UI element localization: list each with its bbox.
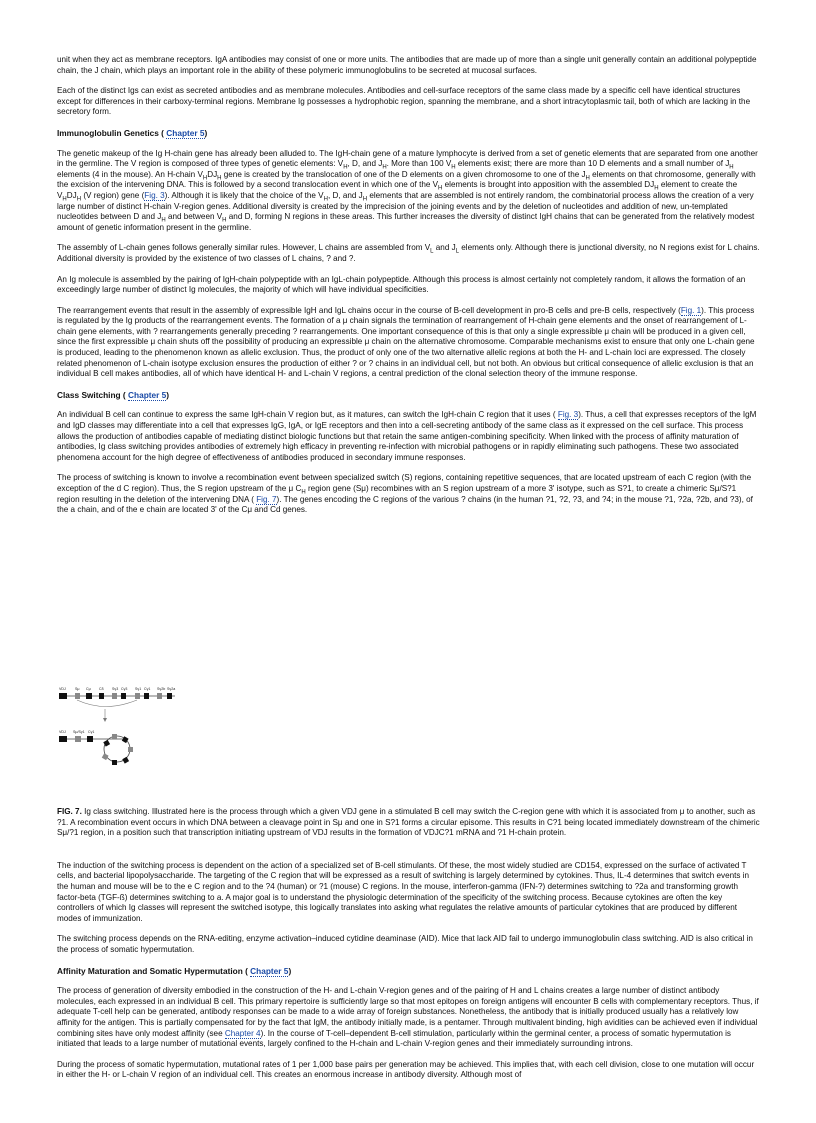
fig-lower-s-mu-s-gamma1-block (75, 736, 81, 742)
fig-recombination-arc (77, 700, 137, 707)
paragraph-hypermutation-rates: During the process of somatic hypermutation, mutational rates of 1 per 1,000 base pairs per generation may be achieved. This implies that, with each cell division, close to one mutation will occur in either the H- or L-chain V region of an individual cell. This creates an enormous increase in antibody diversity. Although most of (57, 1059, 755, 1080)
paragraph-ig-h-chain-genetics: The genetic makeup of the Ig H-chain gene has already been alluded to. The IgH-chain gene of a mature lymphocyte is derived from a set of genetic elements that are separated from one another in the germline. The V region is composed of three types of genetic elements: $V_H$, D, and $J_H$. More than 100 $V_H$ elements exist; there are more than 10 D elements and a small number of $J_H$ elements (4 in the mouse). An H-chain $V_HDJ_H$ gene is created by the translocation of one of the D elements on a given chromosome to one of the $J_H$ elements on that chromosome, generally with the excision of the intervening DNA. This is followed by a second translocation event in which one of the $V_H$ elements is brought into apposition with the assembled $DJ_H$ element to create the $V_HDJ_H$ (V region) gene (Fig. 3). Although it is likely that the choice of the $V_H$, D, and $J_H$ elements that are assembled is not entirely random, the combinatorial process allows the creation of a very large number of distinct H-chain V-region genes. Additional diversity is created by the imprecision of the joining events and by the deletion of nucleotides and addition of new, un-templated nucleotides between D and $J_H$ and between $V_H$ and D, forming N regions in these areas. This further increases the diversity of distinct IgH chains that can be generated from the relatively modest amount of genetic information present in the germline. (57, 148, 758, 232)
fig-label-c-gamma3: Cγ3 (121, 687, 128, 691)
fig-label-s-gamma1: Sγ1 (135, 687, 142, 691)
fig-label-c-delta: Cδ (99, 687, 104, 691)
fig-label-s-gamma3: Sγ3 (112, 687, 119, 691)
fig-c-mu-block (86, 693, 92, 699)
text-block-lower (57, 807, 760, 1081)
paragraph-switch-recombination: The process of switching is known to involve a recombination event between specialized switch (S) regions, containing repetitive sequences, that are located upstream of each C region (with the exception of the d C region). Thus, the S region upstream of the μ $C_H$ region gene (Sμ) recombines with an S region upstream of a more 3' isotype, such as S?1, to create a chimeric Sμ/S?1 region resulting in the deletion of the intervening DNA ( Fig. 7). The genes encoding the C regions of the various ? chains (in the human ?1, ?2, ?3, and ?4; in the mouse ?1, ?2a, ?2b, and ?3), of the a chain, and of the e chain are located 3' of the Cμ and Cd genes. (57, 473, 753, 515)
figure-7-caption: FIG. 7. Ig class switching. Illustrated here is the process through which a given VDJ gene in a stimulated B cell may switch the C-region gene with which it is associated from μ to another, such as ?1. A recombination event occurs in which DNA between a cleavage point in Sμ and one in S?1 forms a circular episome. This results in C?1 being located immediately downstream of the chimeric Sμ/?1 region, in a position such that transcription initiating upstream of VDJ results in the formation of VDJC?1 mRNA and ?1 H-chain protein. (57, 807, 760, 838)
fig-c-gamma3-block (121, 693, 126, 699)
link-chapter-5-class-switching[interactable]: Chapter 5 (128, 389, 167, 400)
text-block-upper (57, 55, 760, 516)
fig-s-gamma2b-block (157, 693, 162, 699)
fig-label-vdj: VDJ (59, 687, 66, 691)
fig-label-s-mu: Sμ (75, 687, 80, 691)
fig-s-gamma1-block (135, 693, 140, 699)
fig-c-delta-block (99, 693, 104, 699)
fig-vdj-block (59, 693, 67, 699)
fig-label-s-gamma2b: Sγ2b (157, 687, 166, 691)
link-fig-3-class-switching[interactable]: Fig. 3 (557, 410, 579, 420)
fig-s-gamma2a-block (167, 693, 172, 699)
fig-c-gamma1-block (144, 693, 149, 699)
paragraph-switch-induction: The induction of the switching process is dependent on the action of a specialized set of B-cell stimulants. Of these, the most widely studied are CD154, expressed on the surface of activated T cells, and bacterial lipopolysaccharide. The targeting of the C region that will be expressed as a result of switching is largely determined by cytokines. Thus, IL-4 determines that switch events in the human and mouse will be to the e C region and to the ?4 (human) or ?1 (mouse) C regions. In the mouse, interferon-gamma (IFN-?) determines switching to ?2a and transforming growth factor-beta (TGF-ß) determines switching to a. A major goal is to understand the physiologic determination of the specificity of the switching process. Because cytokines are often the key controllers of which Ig classes will represent the switched isotype, this logically translates into asking what regulates the relative amounts of particular cytokines that are produced by different modes of immunization. (57, 860, 750, 923)
link-fig-3[interactable]: Fig. 3 (144, 190, 165, 200)
paragraph-ig-assembly: An Ig molecule is assembled by the pairing of IgH-chain polypeptide with an IgL-chain polypeptide. Although this process is almost certainly not completely random, it allows the formation of an exceedingly large number of distinct Ig molecules, the majority of which will have individual specificities. (57, 274, 746, 295)
fig-lower-label-vdj: VDJ (59, 730, 66, 734)
paragraph-primary-repertoire: The process of generation of diversity embodied in the construction of the H- and L-chain V-region genes and of the pairing of H and L chains creates a large number of distinct antibody molecules, each expressed in an individual B cell. This primary repertoire is sufficiently large so that most epitopes on foreign antigens will encounter B cells with complementary receptors. Thus, if adequate T-cell help can be generated, antibody responses can be made to a wide array of foreign substances. Nonetheless, the antibody that is initially produced usually has a relatively low affinity for the antigen. This is partially compensated for by the fact that IgM, the antibody initially made, is a pentamer. Through multivalent binding, high avidities can be achieved even if individual combining sites have only modest affinity (see Chapter 4). In the course of T-cell–dependent B-cell stimulation, particularly within the germinal center, a process of somatic hypermutation is initiated that leads to a large number of mutational events, largely confined to the H-chain and L-chain V-region genes and their immediately surrounding introns. (57, 986, 759, 1049)
paragraph-ig-units: unit when they act as membrane receptors. IgA antibodies may consist of one or more units. The antibodies that are made up of more than a single unit generally contain an additional polypeptide chain, the J chain, which plays an important role in the ability of these polymeric immunoglobulins to be secreted at mucosal surfaces. (57, 55, 757, 75)
link-fig-1[interactable]: Fig. 1 (680, 305, 702, 315)
paragraph-class-switching-intro: An individual B cell can continue to express the same IgH-chain V region but, as it matures, can switch the IgH-chain C region that it uses ( Fig. 3). Thus, a cell that expresses receptors of the IgM and IgD classes may differentiate into a cell that expresses IgG, IgA, or IgE receptors and then into a cell-secreting antibody of the same class as it expressed on the cell surface. This process allows the production of antibodies capable of mediating distinct biologic functions but that retain the same antigen-combining specificity. When linked with the process of affinity maturation of antibodies, Ig class switching provides antibodies of extremely high efficacy in preventing re-infection with microbial pathogens or in rapidly eliminating such pathogens. These two associated phenomena account for the high degree of effectiveness of antibodies produced in secondary immune responses. (57, 410, 757, 462)
figure-7-diagram (57, 679, 217, 779)
fig-arrow-head (103, 718, 107, 722)
fig-lower-label-s-mu-s-gamma1: Sμ/Sγ1 (73, 730, 85, 734)
link-fig-7[interactable]: Fig. 7 (256, 494, 277, 504)
heading-affinity-maturation: Affinity Maturation and Somatic Hypermutation ( Chapter 5) (57, 965, 292, 976)
heading-class-switching: Class Switching ( Chapter 5) (57, 389, 170, 400)
fig-lower-c-gamma1-block (87, 736, 93, 742)
heading-immunoglobulin-genetics: Immunoglobulin Genetics ( Chapter 5) (57, 127, 208, 138)
link-chapter-5-affinity[interactable]: Chapter 5 (250, 965, 289, 976)
fig-s-mu-block (75, 693, 80, 699)
paragraph-aid: The switching process depends on the RNA-editing, enzyme activation–induced cytidine deaminase (AID). Mice that lack AID fail to undergo immunoglobulin class switching. AID is also critical in the process of somatic hypermutation. (57, 934, 753, 954)
paragraph-ig-forms: Each of the distinct Igs can exist as secreted antibodies and as membrane molecules. Antibodies and cell-surface receptors of the same class made by a specific cell have identical structures except for differences in their carboxy-terminal regions. Membrane Ig possesses a hydrophobic region, spanning the membrane, and a short intracytoplasmic tail, both of which are lacking in the secretory form. (57, 86, 751, 117)
link-chapter-4[interactable]: Chapter 4 (224, 1028, 261, 1038)
fig-lower-vdj-block (59, 736, 67, 742)
fig-label-c-gamma1: Cγ1 (144, 687, 151, 691)
paragraph-l-chain-assembly: The assembly of L-chain genes follows generally similar rules. However, L chains are assembled from $V_L$ and $J_L$ elements only. Although there is junctional diversity, no N regions exist for L chains. Additional diversity is provided by the existence of two classes of L chains, ? and ?. (57, 243, 760, 263)
fig-s-gamma3-block (112, 693, 117, 699)
fig-lower-label-c-gamma1: Cγ1 (88, 730, 95, 734)
paragraph-rearrangement-events: The rearrangement events that result in the assembly of expressible IgH and IgL chains occur in the course of B-cell development in pro-B cells and pre-B cells, respectively (Fig. 1). This process is regulated by the Ig products of the rearrangement events. The formation of a μ chain signals the termination of rearrangement of H-chain gene elements and the onset of rearrangement of L-chain gene elements, with ? rearrangements generally preceding ? rearrangements. One important consequence of this is that only a single expressible μ chain will be produced in a given cell, since the first expressible μ chain shuts off the possibility of producing an expressible μ chain on the alternative chromosome. Comparable mechanisms exist to ensure that only one L-chain gene is produced, leading to the phenomenon known as allelic exclusion. Thus, the product of only one of the two alternative allelic regions at both the H- and L-chain loci are expressed. The closely related phenomenon of L-chain isotype exclusion ensures the production of either ? or ? chains in an individual cell, but not both. An obvious but critical consequence of allelic exclusion is that an individual B cell makes antibodies, all of which have identical H- and L-chain V regions, a central prediction of the clonal selection theory of the immune response. (57, 305, 755, 379)
link-chapter-5[interactable]: Chapter 5 (166, 127, 205, 138)
fig-label-s-gamma2a: Sγ2a (167, 687, 176, 691)
fig-label-c-mu: Cμ (86, 687, 91, 691)
